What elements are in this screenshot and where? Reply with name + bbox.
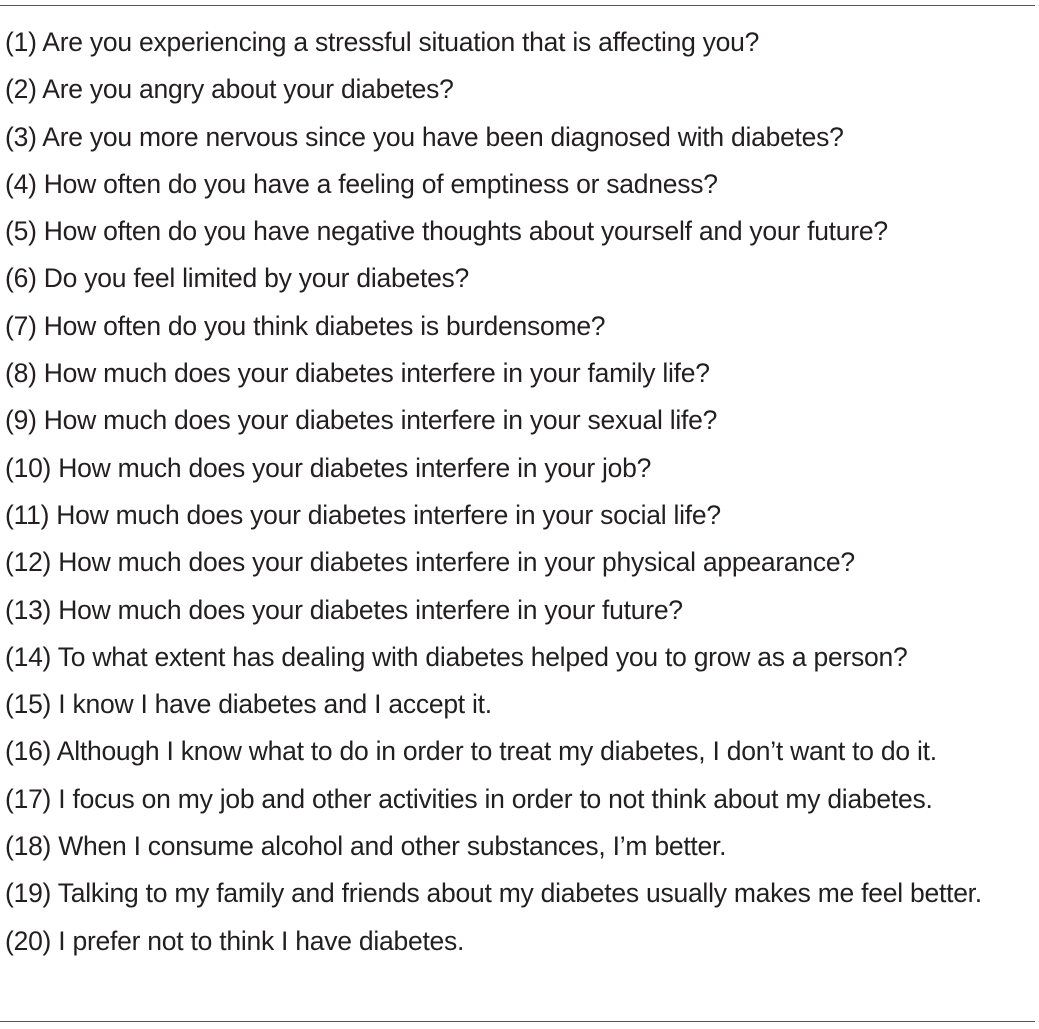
list-item: (3) Are you more nervous since you have been diagnosed with diabetes? [5, 121, 844, 152]
list-item: (2) Are you angry about your diabetes? [5, 74, 454, 105]
questionnaire-item-list [5, 19, 1035, 965]
list-item: (11) How much does your diabetes interfere in your social life? [5, 499, 721, 530]
list-item: (13) How much does your diabetes interfere in your future? [5, 594, 683, 625]
list-item: (4) How often do you have a feeling of emptiness or sadness? [5, 168, 718, 199]
list-item: (5) How often do you have negative thoughts about yourself and your future? [5, 216, 888, 247]
list-item: (20) I prefer not to think I have diabetes. [5, 925, 465, 956]
list-item: (12) How much does your diabetes interfere in your physical appearance? [5, 547, 855, 578]
list-item: (17) I focus on my job and other activities in order to not think about my diabetes. [5, 783, 933, 814]
list-item: (7) How often do you think diabetes is burdensome? [5, 310, 606, 341]
list-item: (15) I know I have diabetes and I accept it. [5, 689, 492, 720]
list-item: (16) Although I know what to do in order to treat my diabetes, I don’t want to do it. [5, 736, 937, 767]
table-top-rule [0, 5, 1035, 6]
list-item: (1) Are you experiencing a stressful situation that is affecting you? [5, 27, 760, 57]
list-item: (6) Do you feel limited by your diabetes? [5, 263, 470, 294]
list-item: (19) Talking to my family and friends about my diabetes usually makes me feel better. [5, 878, 982, 909]
list-item: (8) How much does your diabetes interfere in your family life? [5, 358, 710, 389]
list-item: (10) How much does your diabetes interfere in your job? [5, 452, 652, 483]
list-item: (9) How much does your diabetes interfere in your sexual life? [5, 405, 718, 436]
list-item: (18) When I consume alcohol and other substances, I’m better. [5, 831, 727, 862]
table-bottom-rule [0, 1021, 1035, 1022]
list-item: (14) To what extent has dealing with diabetes helped you to grow as a person? [5, 641, 908, 672]
